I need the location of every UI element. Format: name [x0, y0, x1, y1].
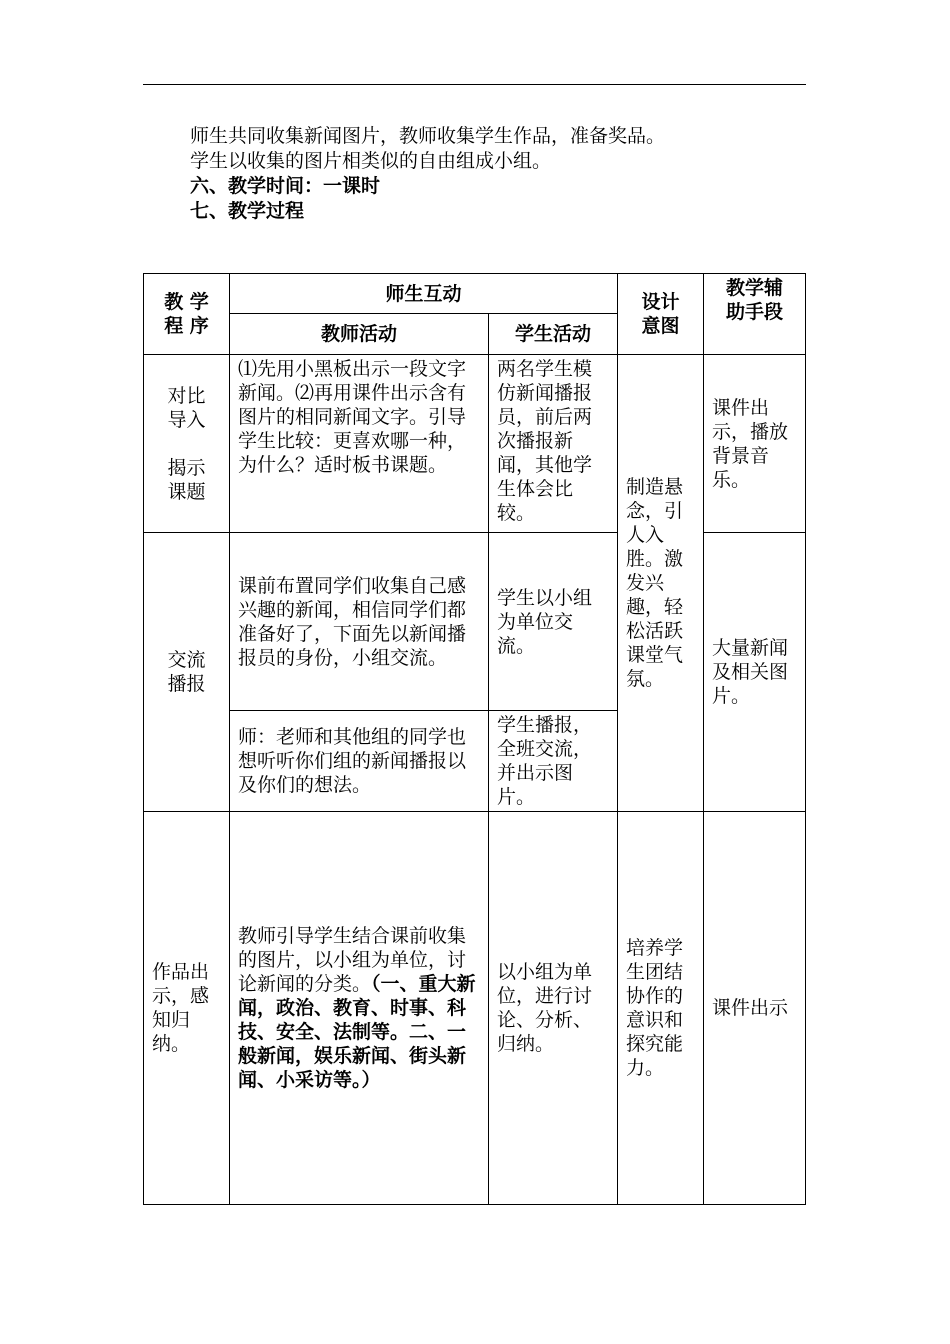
header-student-activity: 学生活动	[489, 314, 618, 355]
student-activity-exchange-b: 学生播报，全班交流，并出示图片。	[489, 711, 618, 812]
header-teacher-activity: 教师活动	[230, 314, 489, 355]
teacher-activity-works-categories: （一、重大新闻，政治、教育、时事、科技、安全、法制等。二、一般新闻，娱乐新闻、街头新闻、小采访等。）	[238, 973, 476, 1091]
student-activity-exchange-a: 学生以小组为单位交流。	[489, 533, 618, 711]
aids-works: 课件出示	[704, 812, 806, 1205]
teacher-activity-exchange-a: 课前布置同学们收集自己感兴趣的新闻，相信同学们都准备好了，下面先以新闻播报员的身份，小组交流。	[230, 533, 489, 711]
design-intent-shared: 制造悬念，引人入胜。激发兴趣，轻松活跃课堂气氛。	[618, 355, 704, 812]
section-heading-process: 七、教学过程	[190, 200, 305, 222]
teacher-activity-exchange-b: 师：老师和其他组的同学也想听听你们组的新闻播报以及你们的想法。	[230, 711, 489, 812]
teacher-activity-intro: ⑴先用小黑板出示一段文字新闻。⑵再用课件出示含有图片的相同新闻文字。引导学生比较：更喜欢哪一种，为什么？适时板书课题。	[230, 355, 489, 533]
stage-exchange: 交流 播报	[144, 533, 230, 812]
student-activity-intro: 两名学生模仿新闻播报员，前后两次播报新闻，其他学生体会比较。	[489, 355, 618, 533]
design-intent-works: 培养学生团结协作的意识和探究能力。	[618, 812, 704, 1205]
intro-line-2: 学生以收集的图片相类似的自由组成小组。	[190, 150, 552, 172]
aids-exchange: 大量新闻及相关图片。	[704, 533, 806, 812]
stage-intro: 对比 导入 揭示 课题	[144, 355, 230, 533]
teacher-activity-works	[230, 812, 489, 1205]
intro-line-1: 师生共同收集新闻图片，教师收集学生作品，准备奖品。	[190, 125, 666, 147]
section-heading-time: 六、教学时间：一课时	[190, 175, 381, 197]
aids-intro: 课件出示，播放背景音乐。	[704, 355, 806, 533]
lesson-process-table	[143, 273, 806, 1205]
teacher-activity-works-plain: 教师引导学生结合课前收集的图片，以小组为单位，讨论新闻的分类。	[238, 925, 467, 995]
header-procedure: 教 学 程 序	[144, 274, 230, 355]
student-activity-works: 以小组为单位，进行讨论、分析、归纳。	[489, 812, 618, 1205]
header-aids: 教学辅 助手段	[704, 274, 806, 355]
stage-works: 作品出示，感知归纳。	[144, 812, 230, 1205]
header-design: 设计 意图	[618, 274, 704, 355]
header-rule	[143, 84, 806, 85]
header-interaction: 师生互动	[230, 274, 618, 314]
